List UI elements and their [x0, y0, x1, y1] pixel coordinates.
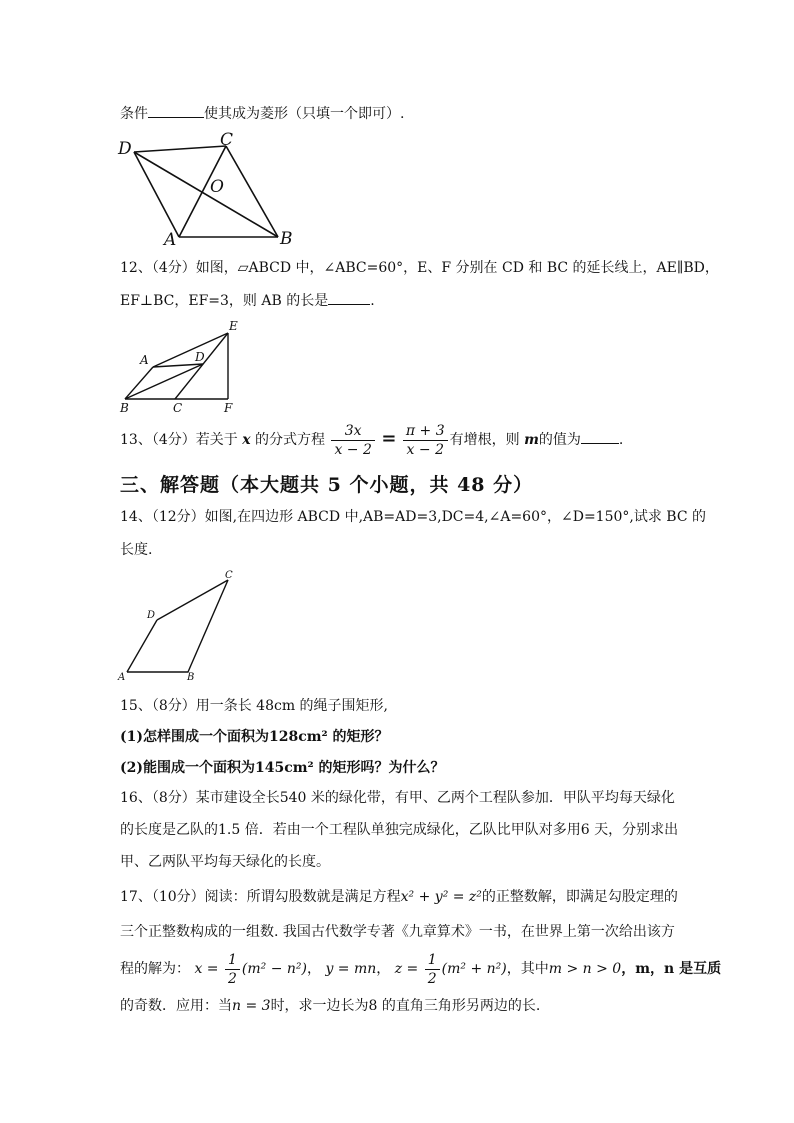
label-f: F [224, 401, 233, 415]
q17-line3: 程的解为： x = $\frac{1}{2}$ (m² − n²)， y = mn， z = $\frac{1}{2}$ (m² + n²)，其中m > n > 0，m，n 是互质 [120, 951, 722, 987]
label-a: A [118, 672, 126, 683]
label-c: C [225, 570, 233, 581]
edge-bc [188, 580, 228, 672]
label-b: B [187, 672, 195, 683]
fraction-denominator: x − 2 [406, 441, 444, 458]
label-a: A [140, 353, 149, 367]
q16-line1: 16、（8分）某市建设全长540 米的绿化带，有甲、乙两个工程队参加．甲队平均每天绿化 [120, 790, 675, 806]
q16-line3: 甲、乙两队平均每天绿化的长度。 [120, 854, 330, 870]
q17-half-fraction-z [425, 951, 440, 988]
q17-x-lhs: x = [194, 961, 219, 977]
segment-bd [125, 364, 203, 399]
q17-line1 [120, 887, 678, 907]
q17-text-4: ，其中 [506, 961, 549, 977]
edge-cd [157, 580, 228, 620]
q13-equals: = [381, 428, 397, 449]
answer-blank [328, 290, 370, 305]
q14-line1: 14、（12分）如图,在四边形 ABCD 中,AB=AD=3,DC=4,∠A=60°，∠D=150°,试求 BC 的 [120, 509, 707, 525]
figure-q14-quadrilateral [115, 568, 255, 688]
q17-text-6: 的奇数．应用：当 [120, 998, 232, 1014]
intro-text-before: 条件 [120, 106, 148, 122]
q13-text-3: 有增根，则 [449, 432, 520, 448]
fraction-numerator: 1 [425, 951, 440, 970]
q17-text-2: 的正整数解，即满足勾股定理的 [481, 889, 678, 905]
answer-blank [148, 103, 204, 118]
q12-line2 [120, 290, 375, 311]
edge-dc [134, 146, 226, 152]
fraction-numerator: π + 3 [403, 422, 448, 441]
q13-var-x: x [242, 432, 251, 448]
q16-line2: 的长度是乙队的1.5 倍．若由一个工程队单独完成绿化，乙队比甲队对多用6 天，分别求出 [120, 822, 679, 838]
q13-fraction-1 [331, 422, 374, 459]
q15-part2: (2)能围成一个面积为145cm² 的矩形吗？为什么？ [120, 760, 445, 776]
intro-line [120, 103, 404, 124]
label-d: D [195, 350, 205, 364]
figure-q12 [115, 318, 265, 418]
q17-text-5: ，m，n 是互质 [621, 961, 722, 977]
q15-line1: 15、（8分）用一条长 48cm 的绳子围矩形, [120, 698, 389, 714]
q15-part1: (1)怎样围成一个面积为128cm² 的矩形？ [120, 729, 389, 745]
q17-half-fraction-x [225, 951, 240, 988]
q13-var-m: m [524, 432, 539, 448]
segment-ad [153, 364, 203, 367]
edge-cb [226, 146, 278, 237]
fraction-denominator: 2 [427, 970, 437, 987]
label-b: B [120, 401, 129, 415]
q17-x-rhs: (m² − n²) [241, 961, 307, 977]
q17-n-eq: n = 3 [232, 998, 271, 1014]
q17-condition: m > n > 0 [548, 961, 622, 977]
q13-text-2: 的分式方程 [255, 432, 325, 448]
label-a: A [164, 230, 177, 250]
edge-da [127, 620, 157, 672]
figure-q11-parallelogram [115, 128, 315, 248]
segment-ae [153, 333, 228, 367]
q13-text-1: 13、（4分）若关于 [120, 432, 238, 448]
q12-text-after: . [370, 293, 375, 309]
label-e: E [229, 319, 238, 333]
q13-line [120, 420, 623, 459]
intro-text-after: 使其成为菱形（只填一个即可）. [204, 106, 405, 122]
segment-ba [125, 367, 153, 399]
label-c: C [173, 401, 183, 415]
q13-text-4: 的值为 [538, 432, 581, 448]
q17-line2: 三个正整数构成的一组数. 我国古代数学专著《九章算术》一书，在世界上第一次给出该方 [120, 924, 675, 940]
segment-ce [175, 333, 228, 399]
q17-line4 [120, 996, 540, 1016]
fraction-numerator: 1 [225, 951, 240, 970]
q14-line2: 长度. [120, 542, 153, 558]
label-c: C [220, 130, 234, 150]
q17-z-rhs: (m² + n²) [441, 961, 507, 977]
q17-text-3: 程的解为： [120, 961, 190, 977]
q17-text-1: 17、（10分）阅读：所谓勾股数就是满足方程 [120, 889, 401, 905]
q17-text-7: 时，求一边长为8 的直角三角形另两边的长. [270, 998, 541, 1014]
q17-z-lhs: z = [394, 961, 419, 977]
label-d: D [147, 610, 156, 621]
answer-blank [581, 429, 619, 444]
section-three-heading: 三、解答题（本大题共 5 个小题，共 48 分） [120, 474, 534, 496]
q13-text-end: . [618, 432, 624, 448]
q12-text-before: EF⊥BC，EF=3，则 AB 的长是 [120, 293, 329, 309]
label-o: O [210, 177, 224, 197]
fraction-denominator: 2 [227, 970, 237, 987]
fraction-denominator: x − 2 [334, 441, 372, 458]
q17-y-eq: y = mn [325, 961, 377, 977]
q17-pythagorean-equation: x² + y² = z² [400, 889, 482, 905]
label-b: B [280, 229, 293, 249]
q13-fraction-2 [403, 422, 448, 459]
label-d: D [118, 139, 132, 159]
q12-line1: 12、（4分）如图，▱ABCD 中，∠ABC=60°，E、F 分别在 CD 和 BC 的延长线上，AE∥BD， [120, 260, 719, 276]
fraction-numerator: 3x [331, 422, 374, 441]
